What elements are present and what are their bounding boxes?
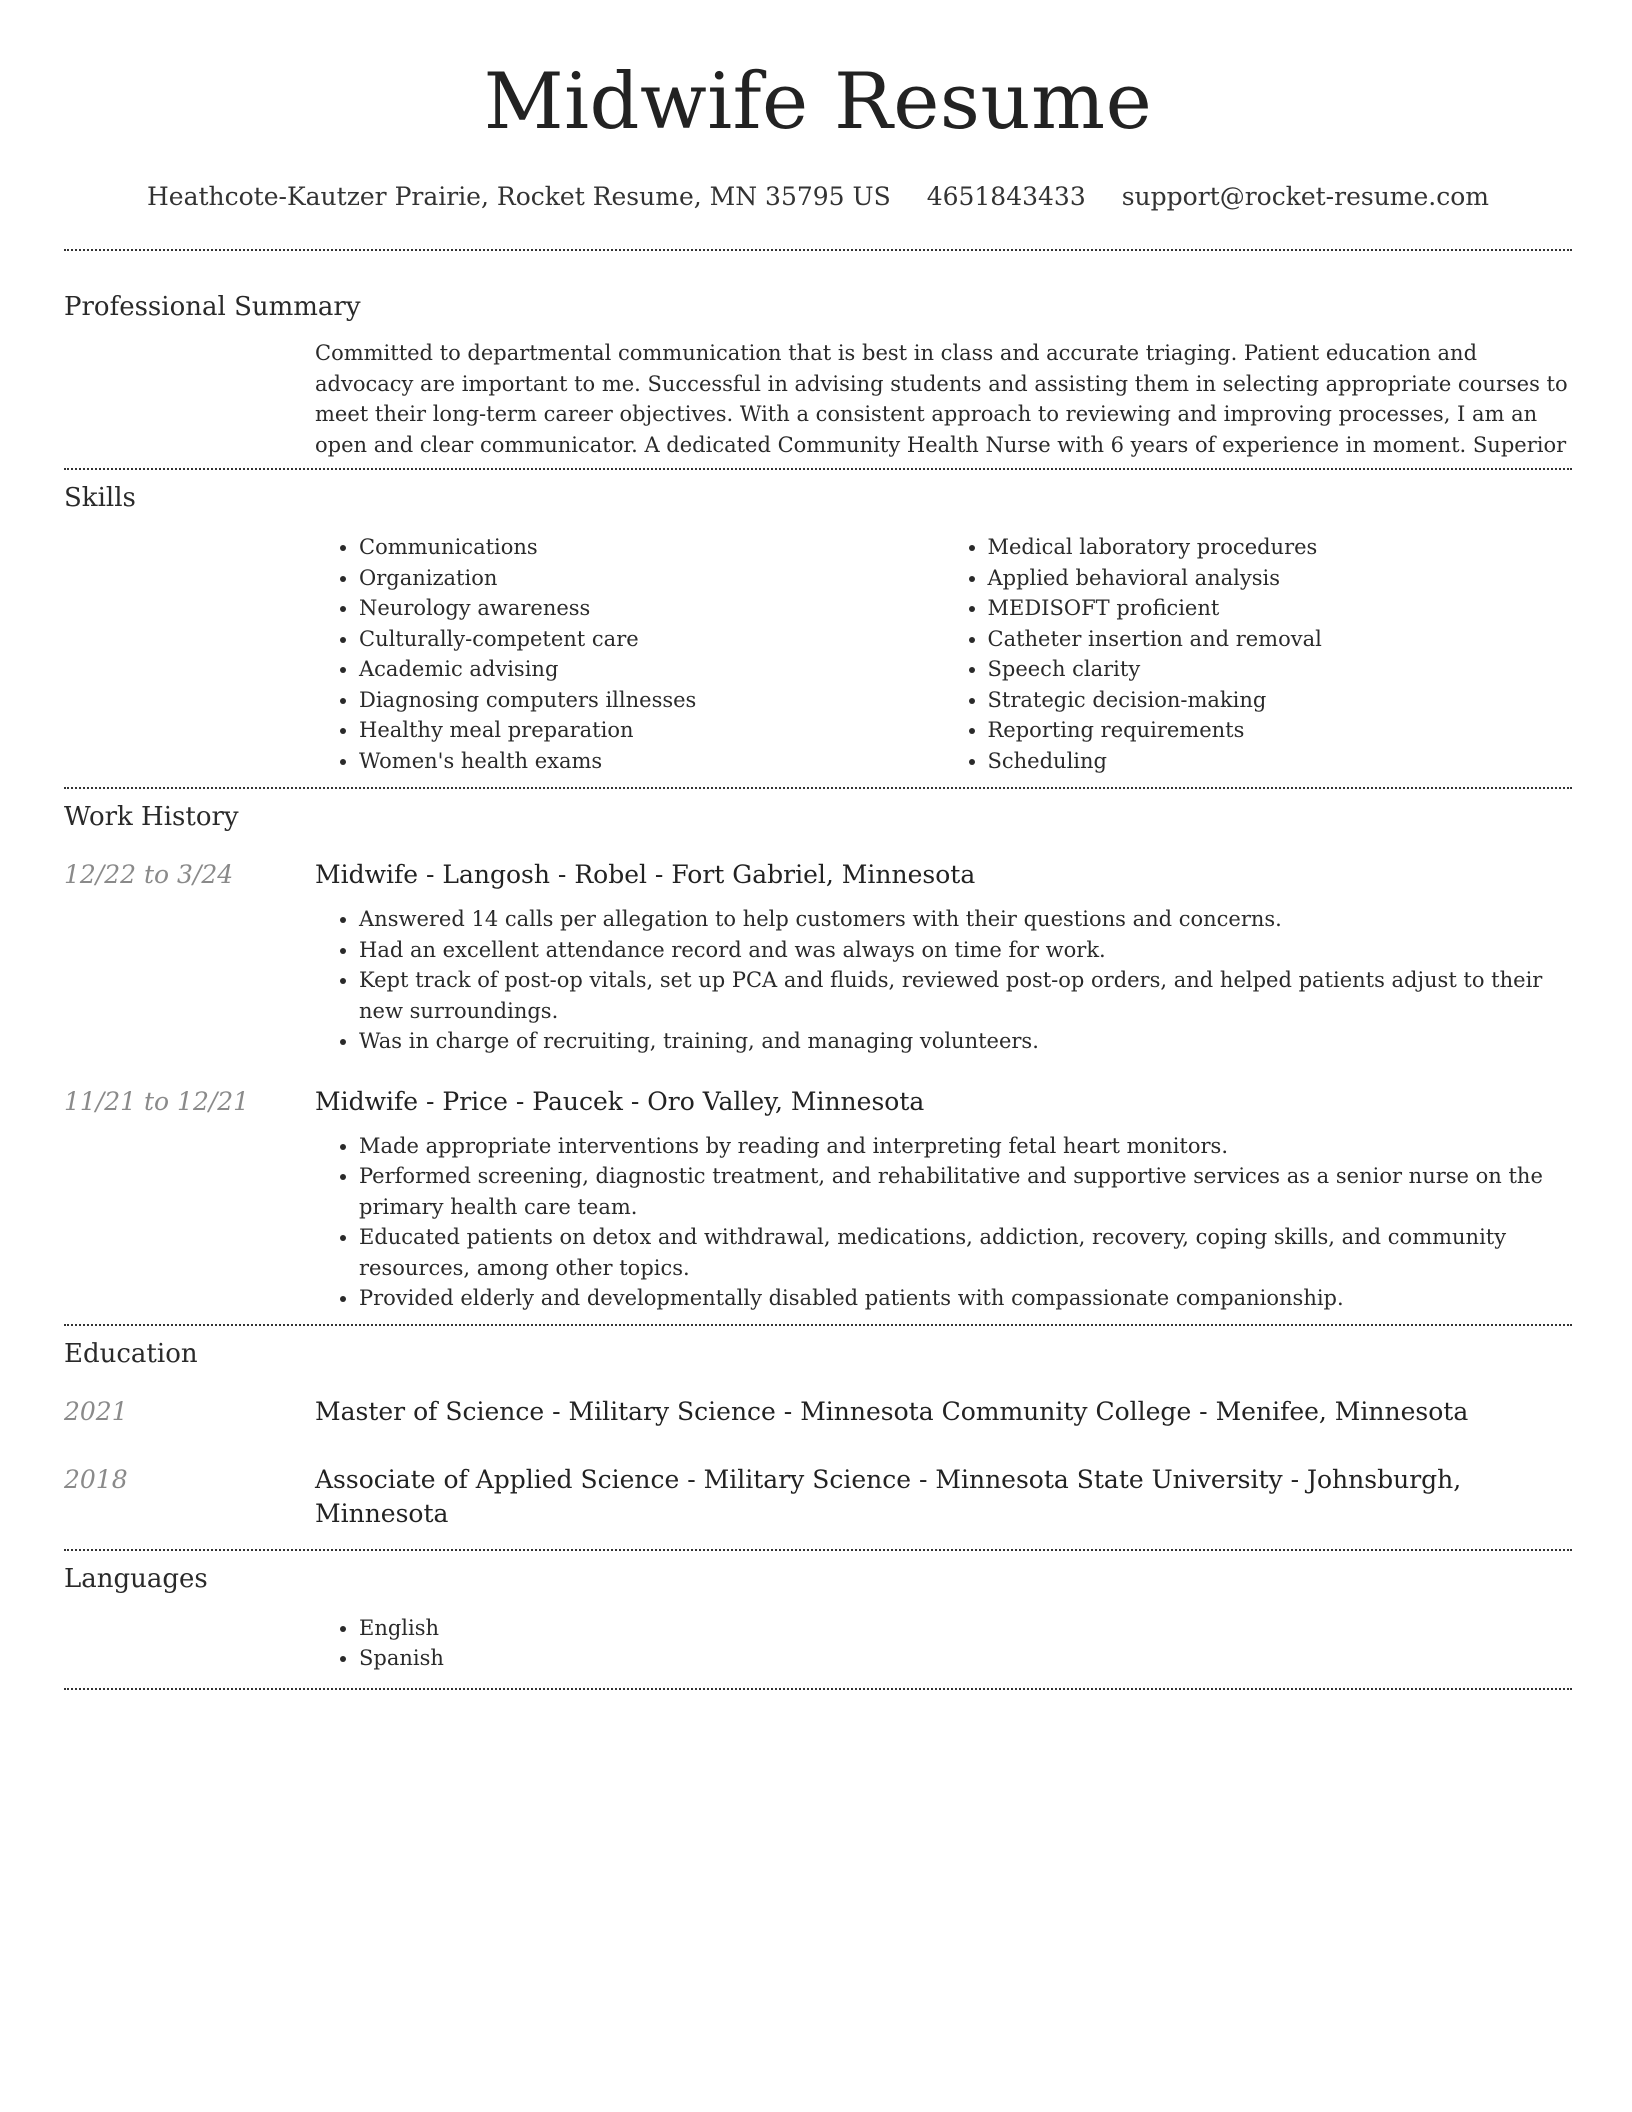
list-item: • Was in charge of recruiting, training, and managing volunteers. xyxy=(359,1026,1572,1057)
work-bullets xyxy=(315,1131,1572,1314)
skills-list xyxy=(315,532,1572,776)
education-year: 2021 xyxy=(64,1396,128,1426)
list-item: • Organization xyxy=(359,563,944,594)
list-item: • Speech clarity xyxy=(988,654,1573,685)
work-title: Midwife - Price - Paucek - Oro Valley, Minnesota xyxy=(315,1086,925,1116)
list-item: • Culturally-competent care xyxy=(359,624,944,655)
list-item: • Neurology awareness xyxy=(359,593,944,624)
divider xyxy=(64,1549,1572,1551)
list-item: • Strategic decision-making xyxy=(988,685,1573,716)
work-entry xyxy=(64,1085,1572,1119)
work-dates: 11/21 to 12/21 xyxy=(64,1086,250,1116)
divider xyxy=(64,1324,1572,1326)
list-item: • Scheduling xyxy=(988,746,1573,777)
section-title-languages: Languages xyxy=(64,1563,208,1594)
list-item: • Kept track of post-op vitals, set up PCA and fluids, reviewed post-op orders, and helped patients adjust to their new surroundings. xyxy=(359,965,1572,1026)
contact-email: support@rocket-resume.com xyxy=(1121,182,1490,211)
contact-phone: 4651843433 xyxy=(926,182,1086,211)
list-item: • Spanish xyxy=(359,1643,1572,1674)
languages-list xyxy=(315,1613,1572,1674)
list-item: • Diagnosing computers illnesses xyxy=(359,685,944,716)
work-entry xyxy=(64,858,1572,892)
list-item: • MEDISOFT proficient xyxy=(988,593,1573,624)
summary-text: Committed to departmental communication that is best in class and accurate triaging. Patient education and advocacy are important to me. Successful in advising students and assisting them in selecting appropriate courses to meet their long-term career objectives. With a consistent approach to reviewing and improving processes, I am an open and clear communicator. A dedicated Community Health Nurse with 6 years of experience in moment. Superior xyxy=(315,341,1568,457)
list-item: • English xyxy=(359,1613,1572,1644)
list-item: • Academic advising xyxy=(359,654,944,685)
resume-page xyxy=(64,0,1572,1690)
education-entry xyxy=(64,1463,1572,1531)
education-entry xyxy=(64,1395,1572,1429)
skills-column-right xyxy=(944,532,1573,776)
list-item: • Reporting requirements xyxy=(988,715,1573,746)
list-item: • Made appropriate interventions by reading and interpreting fetal heart monitors. xyxy=(359,1131,1572,1162)
section-title-education: Education xyxy=(64,1338,198,1369)
list-item: • Provided elderly and developmentally disabled patients with compassionate companionship. xyxy=(359,1283,1572,1314)
list-item: • Had an excellent attendance record and was always on time for work. xyxy=(359,935,1572,966)
contact-address: Heathcote-Kautzer Prairie, Rocket Resume, MN 35795 US xyxy=(146,182,891,211)
education-title: Associate of Applied Science - Military Science - Minnesota State University - Johnsburgh, Minnesota xyxy=(315,1464,1462,1528)
divider xyxy=(64,787,1572,789)
section-title-work: Work History xyxy=(64,802,239,832)
list-item: • Women's health exams xyxy=(359,746,944,777)
list-item: • Healthy meal preparation xyxy=(359,715,944,746)
list-item: • Catheter insertion and removal xyxy=(988,624,1573,655)
divider xyxy=(64,1688,1572,1690)
contact-line xyxy=(64,180,1572,214)
divider xyxy=(64,468,1572,470)
work-title: Midwife - Langosh - Robel - Fort Gabriel, Minnesota xyxy=(315,860,976,889)
work-bullets xyxy=(315,904,1572,1057)
list-item: • Medical laboratory procedures xyxy=(988,532,1573,563)
list-item: • Educated patients on detox and withdrawal, medications, addiction, recovery, coping skills, and community resources, among other topics. xyxy=(359,1222,1572,1283)
list-item: • Performed screening, diagnostic treatment, and rehabilitative and supportive services as a senior nurse on the primary health care team. xyxy=(359,1161,1572,1222)
section-title-summary: Professional Summary xyxy=(64,292,361,322)
list-item: • Applied behavioral analysis xyxy=(988,563,1573,594)
skills-column-left xyxy=(315,532,944,776)
list-item: • Answered 14 calls per allegation to help customers with their questions and concerns. xyxy=(359,904,1572,935)
education-title: Master of Science - Military Science - Minnesota Community College - Menifee, Minnesota xyxy=(315,1396,1469,1426)
education-year: 2018 xyxy=(64,1464,128,1494)
resume-title: Midwife Resume xyxy=(483,57,1153,147)
section-title-skills: Skills xyxy=(64,483,136,513)
list-item: • Communications xyxy=(359,532,944,563)
work-dates: 12/22 to 3/24 xyxy=(64,860,234,889)
divider xyxy=(64,249,1572,251)
